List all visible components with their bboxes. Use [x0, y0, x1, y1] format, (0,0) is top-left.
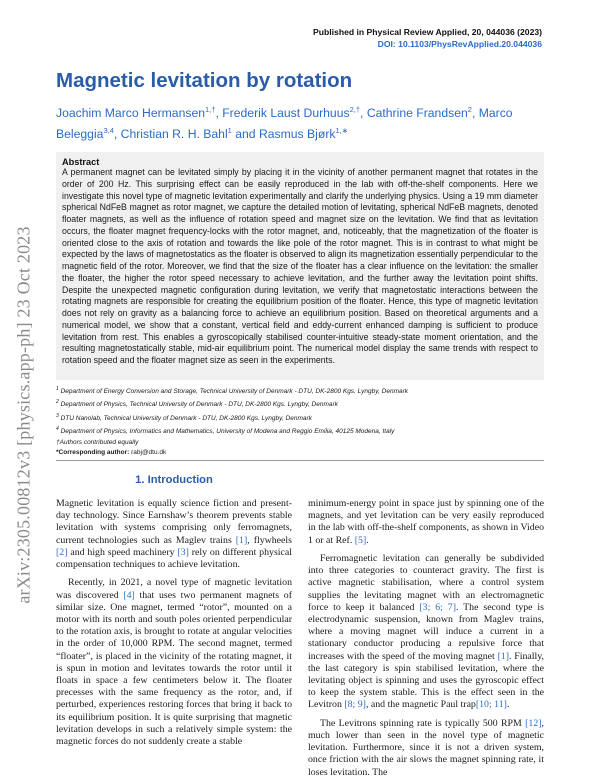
- author-affiliation-marker: 1: [227, 126, 232, 136]
- corresponding-email[interactable]: rabj@dtu.dk: [131, 449, 167, 457]
- divider: [56, 460, 544, 461]
- author-name: Christian R. H. Bahl: [120, 127, 228, 142]
- right-column: [308, 498, 544, 779]
- affiliation-number: 2: [56, 399, 59, 406]
- author-affiliation-marker: 1,∗: [335, 126, 349, 136]
- section-title: Introduction: [147, 474, 213, 486]
- paragraph: [308, 553, 544, 712]
- paragraph: [56, 577, 292, 748]
- citation-link[interactable]: [4]: [123, 589, 135, 601]
- author-name: Frederik Laust Durhuus: [222, 106, 350, 121]
- paragraph-text: .: [366, 534, 369, 546]
- author-separator: ,: [215, 106, 223, 121]
- citation-link[interactable]: [10; 11]: [475, 699, 507, 711]
- arxiv-stamp: [8, 180, 40, 650]
- journal-header: [313, 27, 542, 49]
- left-column: [56, 498, 292, 748]
- author-separator: and: [231, 127, 259, 142]
- journal-citation: Published in Physical Review Applied, 20, 044036 (2023): [313, 27, 542, 37]
- corresponding-label: *Corresponding author:: [56, 449, 130, 457]
- paragraph-text: . Finally, the last category is spin stabilised levitation, where the levitating object is spinning and uses the gyroscopic effect to keep the system stable. This is the effect seen in the Levitron: [308, 650, 545, 711]
- corresponding-author: [56, 448, 544, 458]
- section-number: 1.: [135, 474, 145, 486]
- author-affiliation-marker: 3,4: [103, 126, 114, 136]
- paragraph-text: The Levitrons spinning rate is typically 500 RPM: [320, 717, 526, 729]
- author-separator: ,: [471, 106, 479, 121]
- author-name: Cathrine Frandsen: [366, 106, 468, 121]
- paragraph-text: .: [506, 699, 510, 711]
- affiliation-item: [56, 384, 544, 397]
- abstract-box: [56, 152, 544, 380]
- citation-link[interactable]: [3]: [177, 546, 189, 558]
- paragraph-text: rely on different physical compensation techniques to achieve levitation.: [56, 546, 292, 571]
- citation-link[interactable]: [8; 9]: [344, 699, 366, 711]
- author-separator: ,: [360, 106, 367, 121]
- author-name: Rasmus Bjørk: [258, 127, 336, 142]
- author-name: Marco Beleggia: [56, 106, 513, 142]
- paragraph-text: Magnetic levitation is equally science fiction and present-day technology. Since Earnshaw’s theorem prevents stable levitation with systems comprising only ferromagnets, current technologies such as Maglev trains: [56, 498, 292, 546]
- affiliation-text: Department of Energy Conversion and Storage, Technical University of Denmark - DTU, DK-2800 Kgs. Lyngby, Denmark: [58, 388, 409, 396]
- affiliation-number: 3: [56, 412, 59, 419]
- author-affiliation-marker: 2,†: [349, 105, 361, 114]
- author-list: [56, 101, 556, 143]
- paragraph: [308, 718, 544, 779]
- affiliation-number: 1: [56, 386, 59, 392]
- equal-contribution-note: †Authors contributed equally: [56, 438, 139, 446]
- doi-link[interactable]: DOI: 10.1103/PhysRevApplied.20.044036: [377, 39, 542, 49]
- citation-link[interactable]: [3; 6; 7]: [419, 601, 456, 613]
- affiliation-list: [56, 384, 544, 438]
- citation-link[interactable]: [1]: [497, 650, 510, 662]
- author-name: Joachim Marco Hermansen: [56, 106, 206, 121]
- paragraph-text: and high speed machinery: [67, 546, 178, 558]
- citation-link[interactable]: [5]: [354, 534, 367, 546]
- affiliations: [56, 384, 544, 458]
- affiliation-item: [56, 397, 544, 410]
- citation-link[interactable]: [12]: [525, 717, 542, 729]
- abstract-label: Abstract: [62, 157, 100, 167]
- paragraph: [56, 498, 292, 571]
- paragraph-text: Ferromagnetic levitation can generally be subdivided into three categories to counteract gravity. The first is active magnetic stabilisation, where a control system supplies the levitating magnet with an electromagnetic force to keep it balanced: [308, 553, 544, 613]
- author-affiliation-marker: 2: [467, 105, 472, 114]
- author-separator: ,: [113, 127, 121, 142]
- arxiv-stamp-text: arXiv:2305.00812v3 [physics.app-ph] 23 Oct 2023: [13, 226, 34, 604]
- author-affiliation-marker: 1,†: [205, 105, 216, 114]
- paragraph-text: , much lower than seen in the novel type of magnetic levitation. Furthermore, since it is not a driven system, once friction with the air slows the magnet spinning rate, it loses levitation. The: [308, 717, 544, 778]
- paragraph-text: . The second type is electrodynamic suspension, known from Maglev trains, where a moving magnet will induce a current in a stationary conductor producing a repulsive force that increases with the speed of the moving magnet: [308, 601, 545, 662]
- citation-link[interactable]: [1]: [235, 534, 248, 546]
- affiliation-item: [56, 411, 544, 424]
- affiliation-text: Department of Physics, Informatics and Mathematics, University of Modena and Reggio Emilia, 40125 Modena, Italy: [58, 428, 395, 436]
- abstract-text: A permanent magnet can be levitated simply by placing it in the vicinity of another permanent magnet that rotates in the order of 200 Hz. This surprising effect can be easily reproduced in the lab with off-the-shelf components. Here we investigate this novel type of magnetic levitation experimentally and clarify the underlying physics. Using a 19 mm diameter spherical NdFeB magnet as rotor magnet, we capture the detailed motion of levitating, spherical NdFeB magnets, denoted floater magnets, as well as the influence of rotation speed and magnet size on the levitation. We find that as levitation occurs, the floater magnet frequency-locks with the rotor magnet, and, noticeably, that the magnetization of the floater is oriented close to the axis of rotation and towards the like pole of the rotor magnet. This is in contrast to what might be expected by the laws of magnetostatics as the floater is observed to align its magnetization essentially perpendicular to the magnetic field of the rotor. Moreover, we find that the size of the floater has a clear influence on the levitation: the smaller the floater, the higher the rotor speed necessary to achieve levitation, and the further away the levitation point shifts. Despite the unexpected magnetic configuration during levitation, we verify that magnetostatic interactions between the rotating magnets are responsible for creating the equilibrium position of the floater. Hence, this type of magnetic levitation does not rely on gravity as a balancing force to achieve an equilibrium position. Based on theoretical arguments and a numerical model, we show that a constant, vertical field and eddy-current enhanced damping is sufficient to produce levitation from rest. This enables a gyroscopically stabilised counter-intuitive steady-state moment orientation, and the resulting magnetostatically stable, mid-air equilibrium point. The numerical model display the same trends with respect to rotation speed and the floater magnet size as seen in the experiments.: [62, 167, 538, 365]
- section-heading: [56, 474, 292, 486]
- affiliation-item: [56, 424, 544, 437]
- affiliation-text: DTU Nanolab, Technical University of Denmark - DTU, DK-2800 Kgs. Lyngby, Denmark: [58, 415, 312, 423]
- paragraph-text: , flywheels: [247, 534, 292, 546]
- affiliation-text: Department of Physics, Technical University of Denmark - DTU, DK-2800 Kgs. Lyngby, Denmark: [58, 401, 338, 409]
- citation-link[interactable]: [2]: [56, 546, 68, 558]
- paper-title: Magnetic levitation by rotation: [56, 69, 353, 92]
- affiliation-number: 4: [56, 426, 59, 433]
- paragraph-text: minimum-energy point in space just by spinning one of the magnets, and yet levitation can be very easily reproduced in the lab with off-the-shelf components, as shown in Video 1 or at Ref.: [308, 498, 544, 546]
- paragraph-text: , and the magnetic Paul trap: [365, 699, 476, 711]
- paragraph-text: that uses two permanent magnets of similar size. One magnet, termed “rotor”, mounted on a motor with its north and south poles oriented perpendicular to the rotation axis, is brought to rotate at angular velocities in the order of 10,000 RPM. The second magnet, termed “floater”, is placed in the vicinity of the rotating magnet, it is spun in motion and levitates towards the rotor until it floats in space a few centimeters below it. The floater precesses with the same frequency as the rotor, and, if perturbed, experiences restoring forces that bring it back to its equilibrium position. It is quite surprising that magnetic levitation develops in such a relatively simple system: the magnetic forces do not suddenly create a stable: [56, 589, 293, 748]
- paragraph-text: Recently, in 2021, a novel type of magnetic levitation was discovered: [56, 577, 292, 601]
- paragraph: [308, 498, 544, 547]
